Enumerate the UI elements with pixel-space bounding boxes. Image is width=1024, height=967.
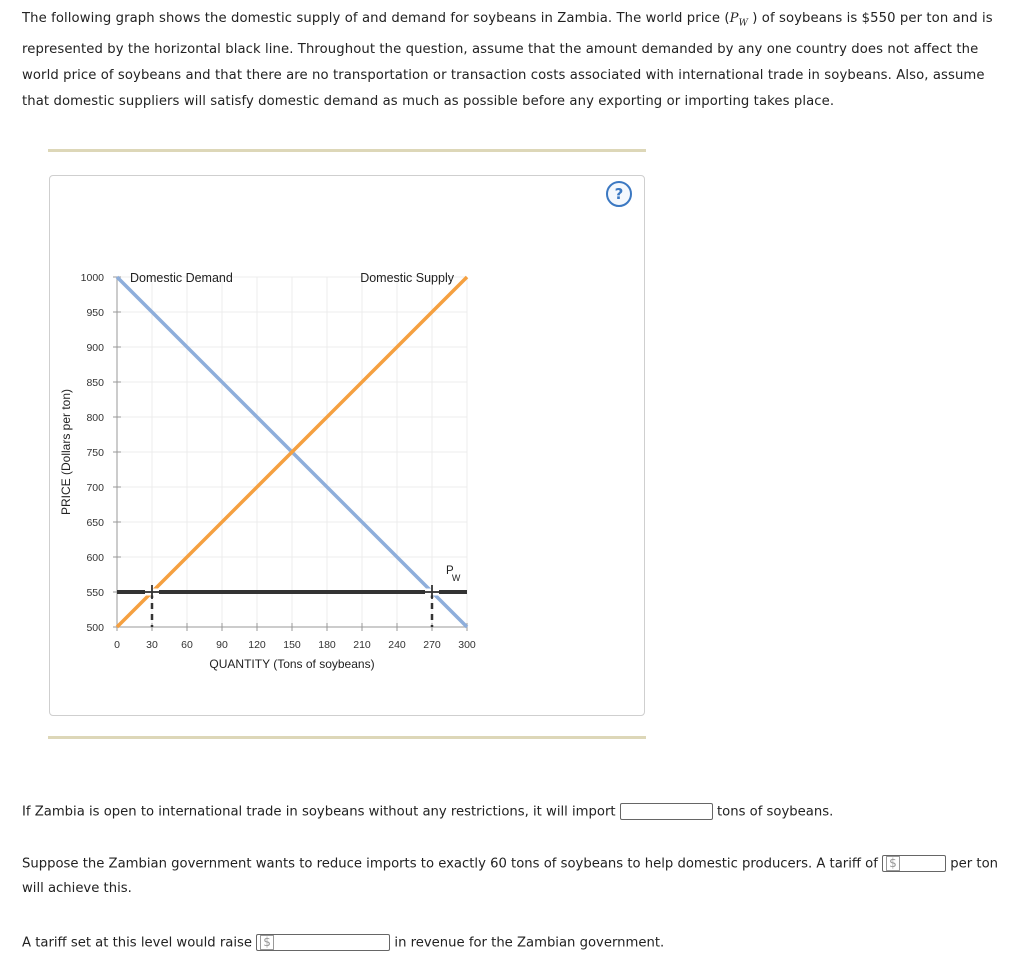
world-price-sub: W — [451, 573, 461, 583]
x-tick-label: 60 — [181, 639, 193, 651]
q1-text: If Zambia is open to international trade in soybeans without any restrictions, it will import — [22, 804, 616, 820]
q1-unit: tons of soybeans. — [716, 804, 834, 820]
tariff-input[interactable] — [882, 855, 946, 872]
y-tick-label: 950 — [86, 307, 104, 319]
intro-text-1: The following graph shows the domestic supply of and demand for soybeans in Zambia. The world price ( — [22, 11, 730, 26]
x-tick-label: 180 — [318, 639, 336, 651]
question-2 — [22, 855, 998, 872]
demand-label: Domestic Demand — [130, 271, 233, 285]
y-tick-label: 600 — [86, 552, 104, 564]
q2-line2: will achieve this. — [22, 881, 132, 896]
dollar-sign: $ — [260, 935, 274, 950]
x-tick-label: 150 — [283, 639, 301, 651]
world-price-label: P — [446, 565, 454, 577]
y-tick-label: 1000 — [80, 272, 104, 284]
divider-top — [48, 149, 646, 152]
y-tick-label: 500 — [86, 622, 104, 634]
world-price-symbol: $P_W$ — [729, 11, 748, 29]
y-tick-label: 750 — [86, 447, 104, 459]
help-icon[interactable]: ? — [606, 181, 632, 207]
x-tick-label: 120 — [248, 639, 266, 651]
q2-text: Suppose the Zambian government wants to reduce imports to exactly 60 tons of soybeans to help domestic producers. A tariff of — [22, 856, 878, 872]
supply-label: Domestic Supply — [360, 271, 454, 285]
x-tick-label: 210 — [353, 639, 371, 651]
x-tick-label: 300 — [458, 639, 476, 651]
x-tick-label: 90 — [216, 639, 228, 651]
revenue-input[interactable] — [256, 934, 390, 951]
x-tick-label: 0 — [114, 639, 120, 651]
import-quantity-input[interactable] — [620, 803, 713, 820]
x-tick-label: 240 — [388, 639, 406, 651]
x-tick-label: 30 — [146, 639, 158, 651]
q3-text: A tariff set at this level would raise — [22, 935, 253, 951]
y-tick-label: 550 — [86, 587, 104, 599]
question-1 — [22, 803, 833, 820]
question-intro — [22, 6, 1012, 115]
dollar-sign: $ — [886, 856, 900, 871]
q2-unit: per ton — [950, 856, 998, 872]
x-axis-title: QUANTITY (Tons of soybeans) — [209, 657, 375, 671]
graph-panel — [49, 175, 645, 716]
divider-bottom — [48, 736, 646, 739]
y-tick-label: 900 — [86, 342, 104, 354]
supply-demand-chart — [50, 176, 644, 715]
y-tick-label: 650 — [86, 517, 104, 529]
y-axis-title: PRICE (Dollars per ton) — [59, 388, 73, 516]
question-3 — [22, 934, 664, 951]
y-tick-label: 800 — [86, 412, 104, 424]
y-tick-label: 850 — [86, 377, 104, 389]
q3-unit: in revenue for the Zambian government. — [394, 935, 665, 951]
x-tick-label: 270 — [423, 639, 441, 651]
y-tick-label: 700 — [86, 482, 104, 494]
intro-text-2: ) of soybeans is $550 per ton and is represented by the horizontal black line. Throughout the question, assume that the amount demanded by any one country does not affect the world price of soybeans and that there are no transportation or transaction costs associated with international trade in soybeans. Also, assume that domestic suppliers will satisfy domestic demand as much as possible before any exporting or importing takes place. — [22, 11, 993, 109]
